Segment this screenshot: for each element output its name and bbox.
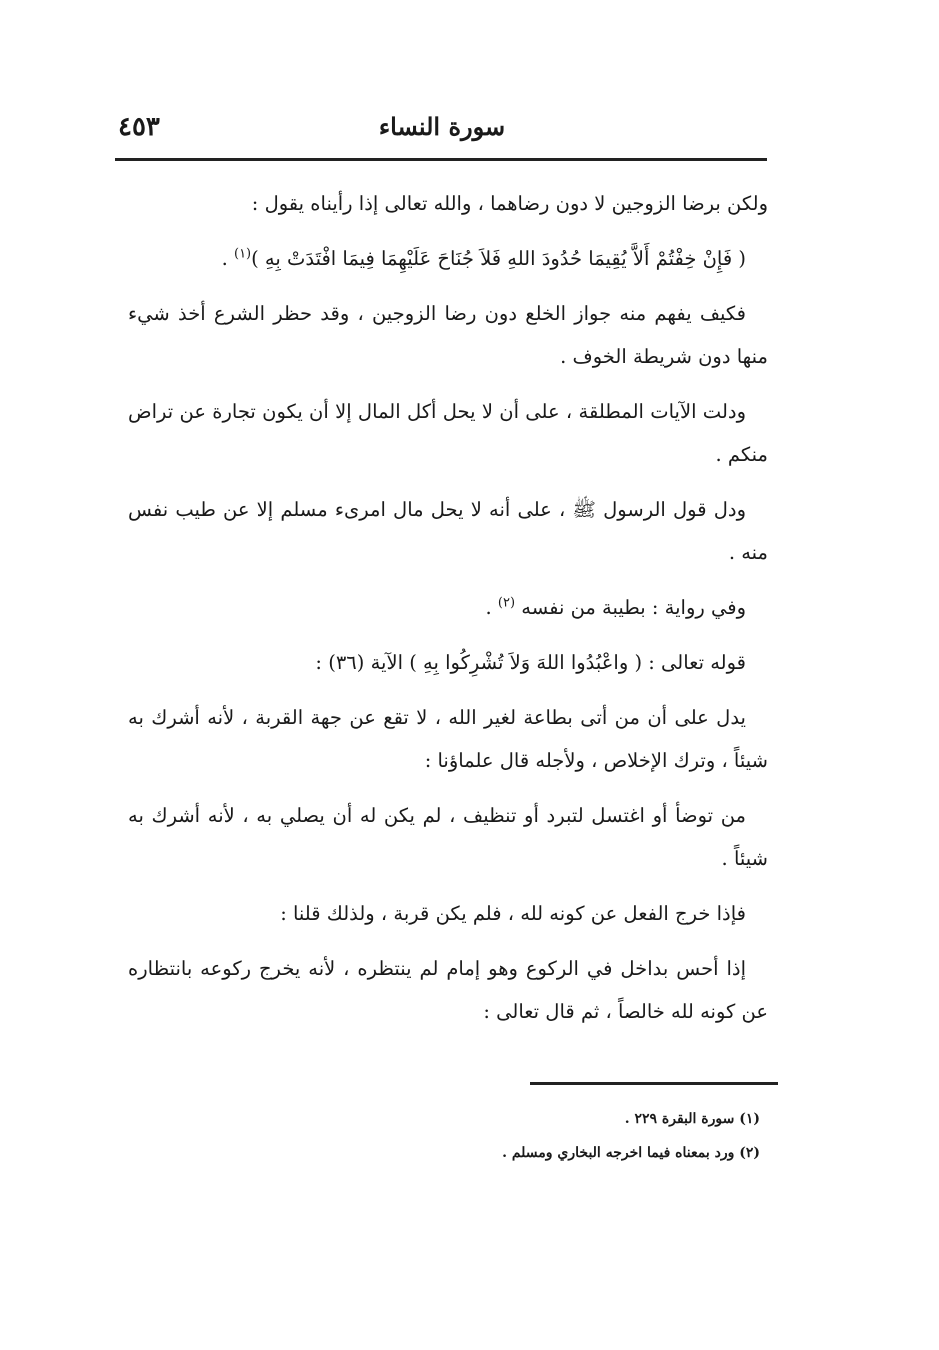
page-header (118, 108, 766, 148)
paragraph-2: فكيف يفهم منه جواز الخلع دون رضا الزوجين ، وقد حظر الشرع أخذ شيء منها دون شريطة الخوف . (128, 302, 768, 368)
paragraph-4: ودل قول الرسول ﷺ ، على أنه لا يحل مال امرىء مسلم إلا عن طيب نفس منه . (128, 498, 768, 564)
footnote-divider (530, 1082, 778, 1085)
footnote-ref-1: (١) (233, 246, 252, 262)
page-number: ٤٥٣ (118, 112, 160, 142)
header-divider (115, 158, 767, 161)
paragraph-1: ولكن برضا الزوجين لا دون رضاهما ، والله تعالى إذا رأيناه يقول : (251, 192, 768, 215)
paragraph-7: يدل على أن من أتى بطاعة لغير الله ، لا تقع عن جهة القربة ، لأنه أشرك به شيئاً ، وترك الإخلاص ، ولأجله قال علماؤنا : (128, 706, 768, 772)
paragraph-8: من توضأ أو اغتسل لتبرد أو تنظيف ، لم يكن له أن يصلي به ، لأنه أشرك به شيئاً . (128, 804, 768, 870)
quran-verse-1: ( فَإِنْ خِفْتُمْ أَلاَّ يُقِيمَا حُدُودَ اللهِ فَلاَ جُنَاحَ عَلَيْهِمَا فِيمَا افْتَدَتْ بِهِ )$^{(١)}$ . (221, 246, 746, 270)
paragraph-10: إذا أحس بداخل في الركوع وهو إمام لم ينتظره ، لأنه يخرج ركوعه بانتظاره عن كونه لله خالصاً ، ثم قال تعالى : (128, 957, 768, 1023)
paragraph-5: وفي رواية : بطيبة من نفسه $^{(٢)}$ . (485, 595, 746, 619)
paragraph-6: قوله تعالى : ( واعْبُدُوا اللهَ وَلاَ تُشْرِكُوا بِهِ ) الآية (٣٦) : (315, 651, 746, 674)
paragraph-9: فإذا خرج الفعل عن كونه لله ، فلم يكن قربة ، ولذلك قلنا : (280, 902, 746, 925)
footnote-2: (٢) ورد بمعناه فيما اخرجه البخاري ومسلم . (502, 1145, 760, 1161)
surah-title: سورة النساء (378, 112, 506, 141)
body-text (128, 182, 768, 1045)
footnotes (330, 1102, 760, 1170)
footnote-1: (١) سورة البقرة ٢٢٩ . (624, 1111, 760, 1127)
paragraph-3: ودلت الآيات المطلقة ، على أن لا يحل أكل المال إلا أن يكون تجارة عن تراض منكم . (128, 400, 768, 466)
footnote-ref-2: (٢) (497, 595, 516, 611)
